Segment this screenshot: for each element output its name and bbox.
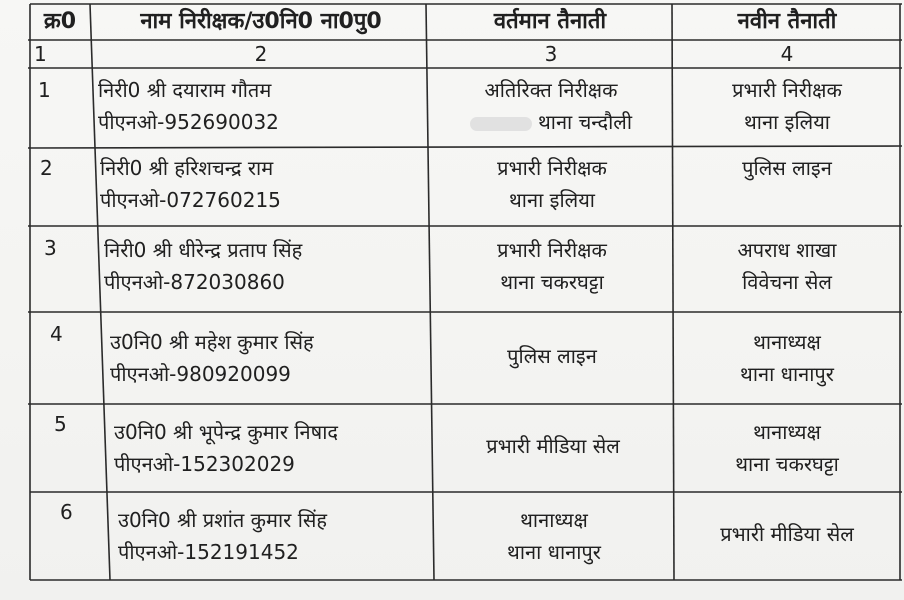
row-2-sr: 2 [40, 156, 53, 180]
row-6-name [118, 504, 327, 568]
officer-pno: पीएनओ-072760215 [100, 188, 281, 212]
row-2-name [100, 152, 281, 216]
officer-pno: पीएनओ-980920099 [110, 362, 291, 386]
row-4-new [674, 326, 900, 390]
new-line-1: प्रभारी मीडिया सेल [720, 522, 854, 546]
row-3-current [432, 234, 672, 298]
header-sr: क्र0 [43, 9, 77, 34]
row-2-new [674, 152, 900, 184]
new-line-2: विवेचना सेल [742, 270, 832, 294]
current-line-2: थाना धानापुर [507, 540, 601, 564]
header-new-posting: नवीन तैनाती [737, 9, 837, 34]
header-name: नाम निरीक्षक/उ0नि0 ना0पु0 [140, 9, 382, 34]
row-3-name [104, 234, 302, 298]
column-number-3: 3 [544, 42, 558, 66]
column-number-2: 2 [254, 42, 268, 66]
current-line-1: प्रभारी निरीक्षक [497, 156, 607, 180]
officer-pno: पीएनओ-952690032 [98, 110, 279, 134]
officer-pno: पीएनओ-152302029 [114, 452, 295, 476]
officer-name: निरी0 श्री हरिशचन्द्र राम [100, 156, 274, 180]
officer-name: उ0नि0 श्री महेश कुमार सिंह [110, 330, 314, 354]
row-6-sr: 6 [60, 500, 73, 524]
header-current-posting: वर्तमान तैनाती [493, 9, 607, 34]
row-5-name [114, 416, 338, 480]
row-2-current [432, 152, 672, 216]
officer-name: निरी0 श्री धीरेन्द्र प्रताप सिंह [104, 238, 303, 262]
row-1-new [674, 74, 900, 138]
current-line-2: थाना इलिया [509, 188, 595, 212]
new-line-1: अपराध शाखा [737, 238, 837, 262]
new-line-1: थानाध्यक्ष [753, 330, 821, 354]
new-line-1: पुलिस लाइन [742, 156, 832, 180]
current-line-1: अतिरिक्त निरीक्षक [484, 78, 618, 102]
row-4-name [110, 326, 314, 390]
column-number-1: 1 [34, 42, 47, 66]
officer-name: निरी0 श्री दयाराम गौतम [98, 78, 272, 102]
officer-name: उ0नि0 श्री भूपेन्द्र कुमार निषाद [114, 420, 338, 444]
smudge [470, 117, 532, 131]
officer-pno: पीएनओ-152191452 [118, 540, 299, 564]
column-number-4: 4 [780, 42, 794, 66]
current-line-2: थाना चकरघट्टा [500, 270, 604, 294]
row-3-sr: 3 [44, 236, 57, 260]
row-5-current [434, 430, 672, 462]
row-4-sr: 4 [50, 322, 63, 346]
row-1-sr: 1 [38, 78, 51, 102]
current-line-1: पुलिस लाइन [507, 344, 597, 368]
new-line-2: थाना इलिया [744, 110, 830, 134]
row-6-new [674, 518, 900, 550]
row-6-current [436, 504, 672, 568]
new-line-1: थानाध्यक्ष [753, 420, 821, 444]
current-line-2: थाना चन्दौली [430, 106, 672, 138]
row-1-current [430, 74, 672, 138]
row-5-new [674, 416, 900, 480]
new-line-2: थाना चकरघट्टा [735, 452, 839, 476]
row-1-name [98, 74, 279, 138]
current-line-1: प्रभारी मीडिया सेल [486, 434, 620, 458]
new-line-2: थाना धानापुर [740, 362, 834, 386]
current-line-1: थानाध्यक्ष [520, 508, 588, 532]
new-line-1: प्रभारी निरीक्षक [732, 78, 842, 102]
current-line-1: प्रभारी निरीक्षक [497, 238, 607, 262]
row-3-new [674, 234, 900, 298]
row-4-current [432, 340, 672, 372]
officer-pno: पीएनओ-872030860 [104, 270, 285, 294]
row-5-sr: 5 [54, 412, 67, 436]
officer-name: उ0नि0 श्री प्रशांत कुमार सिंह [118, 508, 328, 532]
